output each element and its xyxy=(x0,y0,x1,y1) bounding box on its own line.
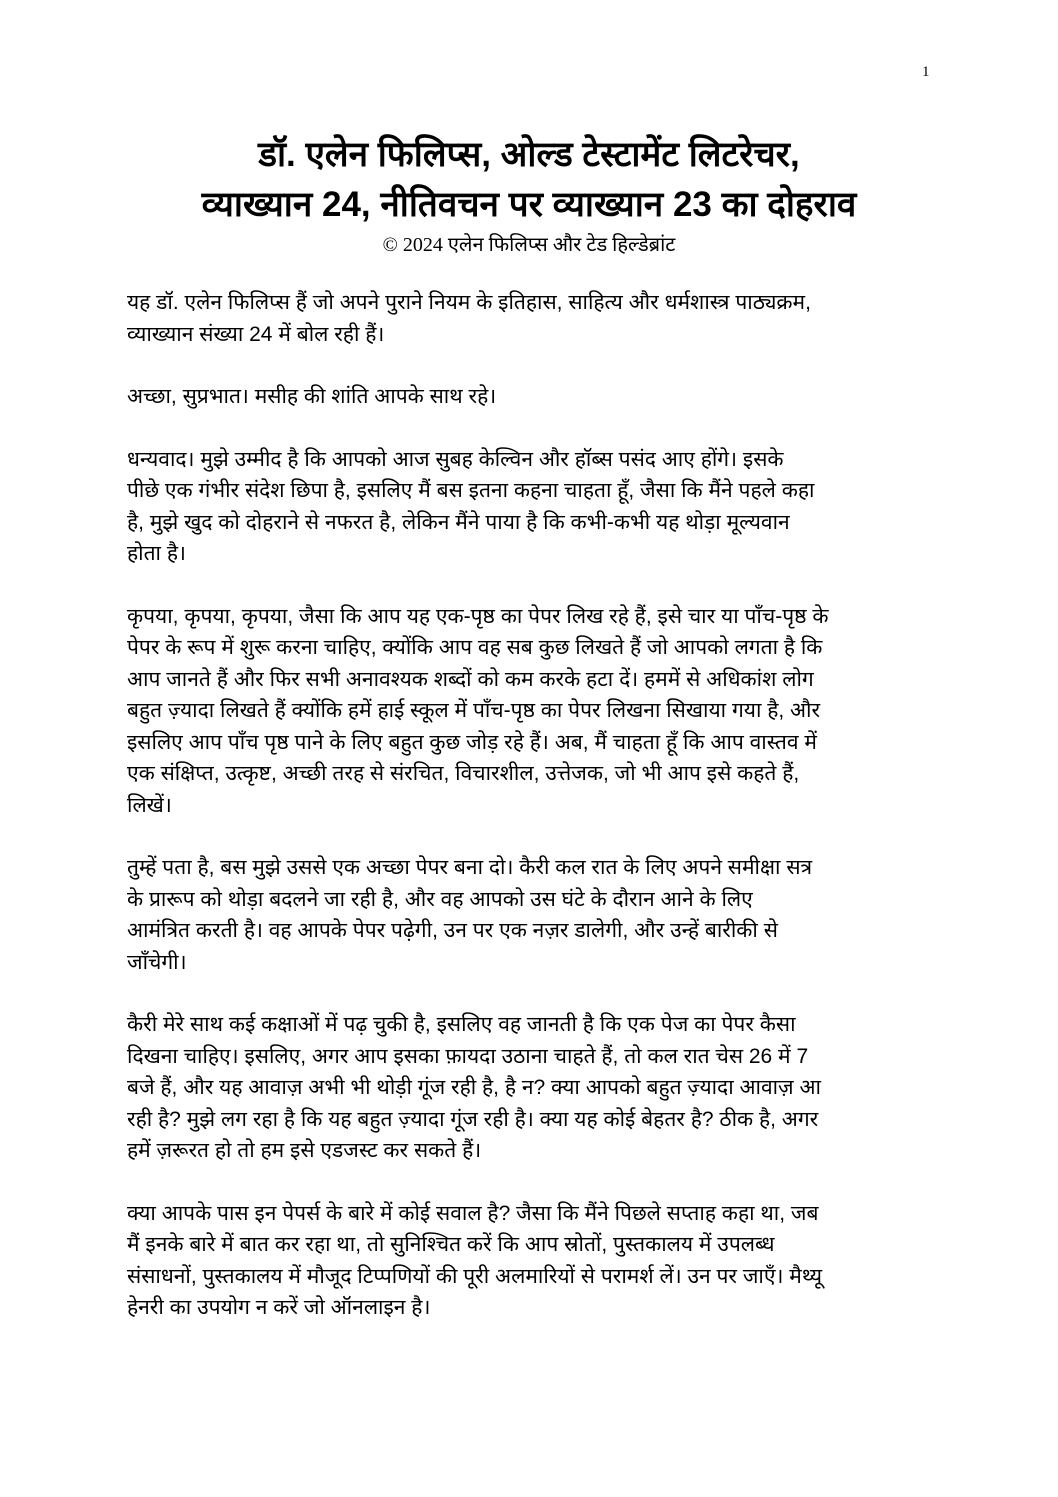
paragraph-line: दिखना चाहिए। इसलिए, अगर आप इसका फ़ायदा उठाना चाहते हैं, तो कल रात चेस 26 में 7 xyxy=(127,1044,809,1068)
paragraph xyxy=(127,1198,947,1324)
paragraph xyxy=(127,601,947,822)
paragraph-line: एक संक्षिप्त, उत्कृष्ट, अच्छी तरह से संरचित, विचारशील, उत्तेजक, जो भी आप इसे कहते हैं, xyxy=(127,762,800,785)
paragraph-line: कृपया, कृपया, कृपया, जैसा कि आप यह एक-पृष्ठ का पेपर लिख रहे हैं, इसे चार या पाँच-पृष्ठ के xyxy=(127,604,829,628)
title-line: डॉ. एलेन फिलिप्स, ओल्ड टेस्टामेंट लिटरेचर, xyxy=(258,135,800,174)
paragraph-line: क्या आपके पास इन पेपर्स के बारे में कोई सवाल है? जैसा कि मैंने पिछले सप्ताह कहा था, जब xyxy=(127,1201,819,1225)
paragraph-line: होता है। xyxy=(127,542,186,565)
paragraph-line: यह डॉ. एलेन फिलिप्स हैं जो अपने पुराने नियम के इतिहास, साहित्य और धर्मशास्त्र पाठ्यक्रम, xyxy=(127,291,811,314)
paragraph-line: बजे हैं, और यह आवाज़ अभी भी थोड़ी गूंज रही है, है न? क्या आपको बहुत ज़्यादा आवाज़ आ xyxy=(127,1076,821,1099)
document-title xyxy=(60,130,998,230)
page-number: 1 xyxy=(922,64,930,80)
document-body xyxy=(127,287,947,1355)
paragraph-line: बहुत ज़्यादा लिखते हैं क्योंकि हमें हाई स्कूल में पाँच-पृष्ठ का पेपर लिखना सिखाया गया है, और xyxy=(127,699,821,722)
paragraph-line: हेनरी का उपयोग न करें जो ऑनलाइन है। xyxy=(127,1296,431,1319)
paragraph-line: अच्छा, सुप्रभात। मसीह की शांति आपके साथ रहे। xyxy=(127,385,497,408)
paragraph-line: इसलिए आप पाँच पृष्ठ पाने के लिए बहुत कुछ जोड़ रहे हैं। अब, मैं चाहता हूँ कि आप वास्तव में xyxy=(127,730,817,754)
paragraph xyxy=(127,444,947,570)
paragraph xyxy=(127,852,947,978)
paragraph xyxy=(127,381,947,413)
paragraph-line: हमें ज़रूरत हो तो हम इसे एडजस्ट कर सकते हैं। xyxy=(127,1139,482,1162)
paragraph-line: लिखें। xyxy=(127,793,172,817)
paragraph-line: आप जानते हैं और फिर सभी अनावश्यक शब्दों को कम करके हटा दें। हममें से अधिकांश लोग xyxy=(127,667,814,691)
paragraph-line: कैरी मेरे साथ कई कक्षाओं में पढ़ चुकी है, इसलिए वह जानती है कि एक पेज का पेपर कैसा xyxy=(127,1013,796,1036)
paragraph xyxy=(127,1009,947,1167)
paragraph-line: जाँचेगी। xyxy=(127,950,187,974)
title-line: व्याख्यान 24, नीतिवचन पर व्याख्यान 23 का दोहराव xyxy=(201,185,857,224)
copyright-notice: © 2024 एलेन फिलिप्स और टेड हिल्डेब्रांट xyxy=(382,234,676,256)
paragraph-line: तुम्हें पता है, बस मुझे उससे एक अच्छा पेपर बना दो। कैरी कल रात के लिए अपने समीक्षा सत्र xyxy=(127,856,813,879)
paragraph-line: पेपर के रूप में शुरू करना चाहिए, क्योंकि आप वह सब कुछ लिखते हैं जो आपको लगता है कि xyxy=(127,636,823,659)
paragraph-line: है, मुझे खुद को दोहराने से नफरत है, लेकिन मैंने पाया है कि कभी-कभी यह थोड़ा मूल्यवान xyxy=(127,510,790,534)
paragraph-line: संसाधनों, पुस्तकालय में मौजूद टिप्पणियों की पूरी अलमारियों से परामर्श लें। उन पर जाएँ। मैथ्यू xyxy=(127,1264,823,1288)
paragraph-line: रही है? मुझे लग रहा है कि यह बहुत ज़्यादा गूंज रही है। क्या यह कोई बेहतर है? ठीक है, अगर xyxy=(127,1107,819,1131)
paragraph-line: के प्रारूप को थोड़ा बदलने जा रही है, और वह आपको उस घंटे के दौरान आने के लिए xyxy=(127,887,753,911)
paragraph-line: आमंत्रित करती है। वह आपके पेपर पढ़ेगी, उन पर एक नज़र डालेगी, और उन्हें बारीकी से xyxy=(127,919,778,942)
paragraph-line: धन्यवाद। मुझे उम्मीद है कि आपको आज सुबह केल्विन और हॉब्स पसंद आए होंगे। इसके xyxy=(127,447,784,471)
paragraph-line: व्याख्यान संख्या 24 में बोल रही हैं। xyxy=(127,322,385,346)
paragraph xyxy=(127,287,947,350)
paragraph-line: पीछे एक गंभीर संदेश छिपा है, इसलिए मैं बस इतना कहना चाहता हूँ, जैसा कि मैंने पहले कहा xyxy=(127,479,815,502)
paragraph-line: मैं इनके बारे में बात कर रहा था, तो सुनिश्चित करें कि आप स्रोतों, पुस्तकालय में उपलब्ध xyxy=(127,1233,775,1256)
